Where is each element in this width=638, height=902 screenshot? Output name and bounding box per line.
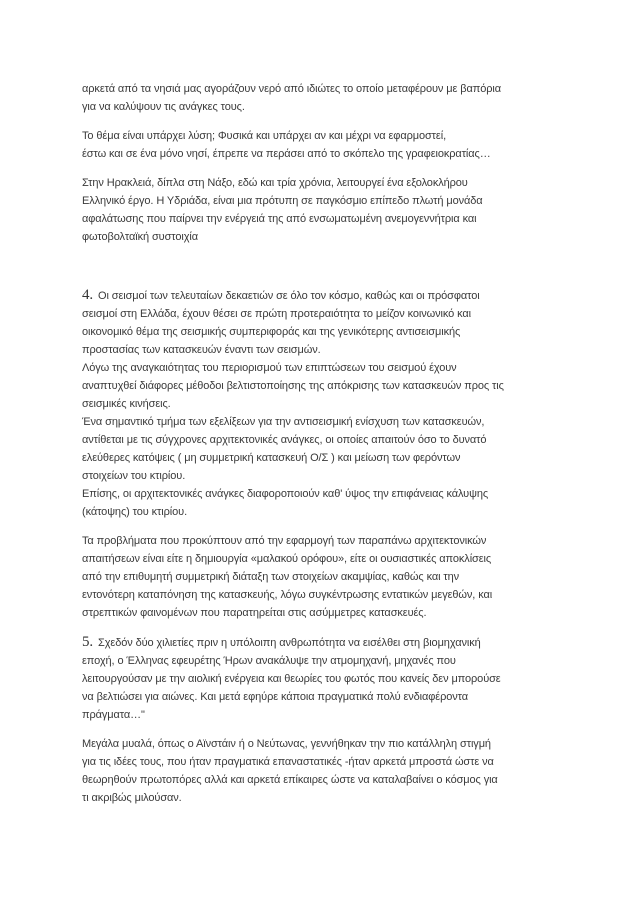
section-number: 5.	[82, 634, 94, 650]
text-line: θεωρηθούν πρωτοπόρες αλλά και αρκετά επίκαιρες ώστε να καταλαβαίνει ο κόσμος για	[82, 774, 498, 786]
text-line: προστασίας των κατασκευών έναντι των σεισμών.	[82, 344, 321, 356]
text-line: λειτουργούσαν με την αιολική ενέργεια και θεωρίες του φωτός που κανείς δεν μπορούσε	[82, 673, 501, 685]
text-line: να βελτιώσει για αιώνες. Και μετά εφηύρε κάποια πραγματικά πολύ ενδιαφέροντα	[82, 691, 469, 703]
text-line: για τις ιδέες τους, που ήταν πραγματικά επαναστατικές -ήταν αρκετά μπροστά ώστε να	[82, 756, 494, 768]
document-body	[82, 80, 552, 807]
text-line: φωτοβολταϊκή συστοιχία	[82, 231, 198, 243]
text-line: απαιτήσεων είναι είτε η δημιουργία «μαλακού ορόφου», είτε οι ουσιαστικές αποκλίσεις	[82, 553, 492, 565]
text-line: σεισμικές κινήσεις.	[82, 398, 171, 410]
text-line: αφαλάτωσης που παίρνει την ενέργειά της από ενσωματωμένη ανεμογεννήτρια και	[82, 213, 477, 225]
text-line: στρεπτικών φαινομένων που παρατηρείται στις ασύμμετρες κατασκευές.	[82, 607, 427, 619]
text-line: για να καλύψουν τις ανάγκες τους.	[82, 101, 245, 113]
text-line: οικονομικό θέμα της σεισμικής συμπεριφοράς και της γενικότερης αντισεισμικής	[82, 326, 461, 338]
text-line: εντονότερη καταπόνηση της κατασκευής, λόγω συγκέντρωσης εντατικών μεγεθών, και	[82, 589, 493, 601]
section-5-heron	[82, 633, 552, 724]
text-line: αντίθεται με τις σύγχρονες αρχιτεκτονικές ανάγκες, οι οποίες απαιτούν όσο το δυνατό	[82, 434, 487, 446]
text-line: Επίσης, οι αρχιτεκτονικές ανάγκες διαφοροποιούν καθ' ύψος την επιφάνειας κάλυψης	[82, 488, 489, 500]
text-line: Μεγάλα μυαλά, όπως ο Αϊνστάιν ή ο Νεύτωνας, γεννήθηκαν την πιο κατάλληλη στιγμή	[82, 738, 491, 750]
text-line: ελεύθερες κατόψεις ( μη συμμετρική κατασκευή Ο/Σ ) και μείωση των φερόντων	[82, 452, 461, 464]
text-line: από την επιθυμητή συμμετρική διάταξη των στοιχείων ακαμψίας, καθώς και την	[82, 571, 460, 583]
text-line: Το θέμα είναι υπάρχει λύση; Φυσικά και υπάρχει αν και μέχρι να εφαρμοστεί,	[82, 130, 447, 142]
paragraph-solution	[82, 127, 552, 163]
text-line: Στην Ηρακλειά, δίπλα στη Νάξο, εδώ και τρία χρόνια, λειτουργεί ένα εξολοκλήρου	[82, 177, 468, 189]
text-line-content: Σχεδόν δύο χιλιετίες πριν η υπόλοιπη ανθρωπότητα να εισέλθει στη βιομηχανική	[95, 637, 481, 649]
text-line: έστω και σε ένα μόνο νησί, έπρεπε να περάσει από το σκόπελο της γραφειοκρατίας…	[82, 148, 491, 160]
text-line: Λόγω της αναγκαιότητας του περιορισμού των επιπτώσεων του σεισμού έχουν	[82, 362, 457, 374]
paragraph-great-minds	[82, 735, 552, 807]
text-line: Τα προβλήματα που προκύπτουν από την εφαρμογή των παραπάνω αρχιτεκτονικών	[82, 535, 487, 547]
text-line: Ελληνικό έργο. Η Υδριάδα, είναι μια πρότυπη σε παγκόσμιο επίπεδο πλωτή μονάδα	[82, 195, 483, 207]
text-line: σεισμοί στη Ελλάδα, έχουν θέσει σε πρώτη προτεραιότητα το μείζον κοινωνικό και	[82, 308, 472, 320]
section-4-earthquakes	[82, 286, 552, 521]
text-line: στοιχείων του κτιρίου.	[82, 470, 186, 482]
text-line: αρκετά από τα νησιά μας αγοράζουν νερό από ιδιώτες το οποίο μεταφέρουν με βαπόρια	[82, 83, 501, 95]
paragraph-water-supply	[82, 80, 552, 116]
text-line	[82, 286, 552, 305]
text-line	[82, 633, 552, 652]
text-line: πράγματα…"	[82, 709, 145, 721]
text-line: εποχή, ο Έλληνας εφευρέτης Ήρων ανακάλυψε την ατμομηχανή, μηχανές που	[82, 655, 456, 667]
text-line-content: Οι σεισμοί των τελευταίων δεκαετιών σε όλο τον κόσμο, καθώς και οι πρόσφατοι	[95, 290, 480, 302]
text-line: τι ακριβώς μιλούσαν.	[82, 792, 182, 804]
paragraph-architectural-problems	[82, 532, 552, 622]
paragraph-hydriada	[82, 174, 552, 246]
text-line: Ένα σημαντικό τμήμα των εξελίξεων για την αντισεισμική ενίσχυση των κατασκευών,	[82, 416, 485, 428]
text-line: (κάτοψης) του κτιρίου.	[82, 506, 188, 518]
section-number: 4.	[82, 287, 94, 303]
text-line: αναπτυχθεί διάφορες μέθοδοι βελτιστοποίησης της απόκρισης των κατασκευών προς τις	[82, 380, 504, 392]
